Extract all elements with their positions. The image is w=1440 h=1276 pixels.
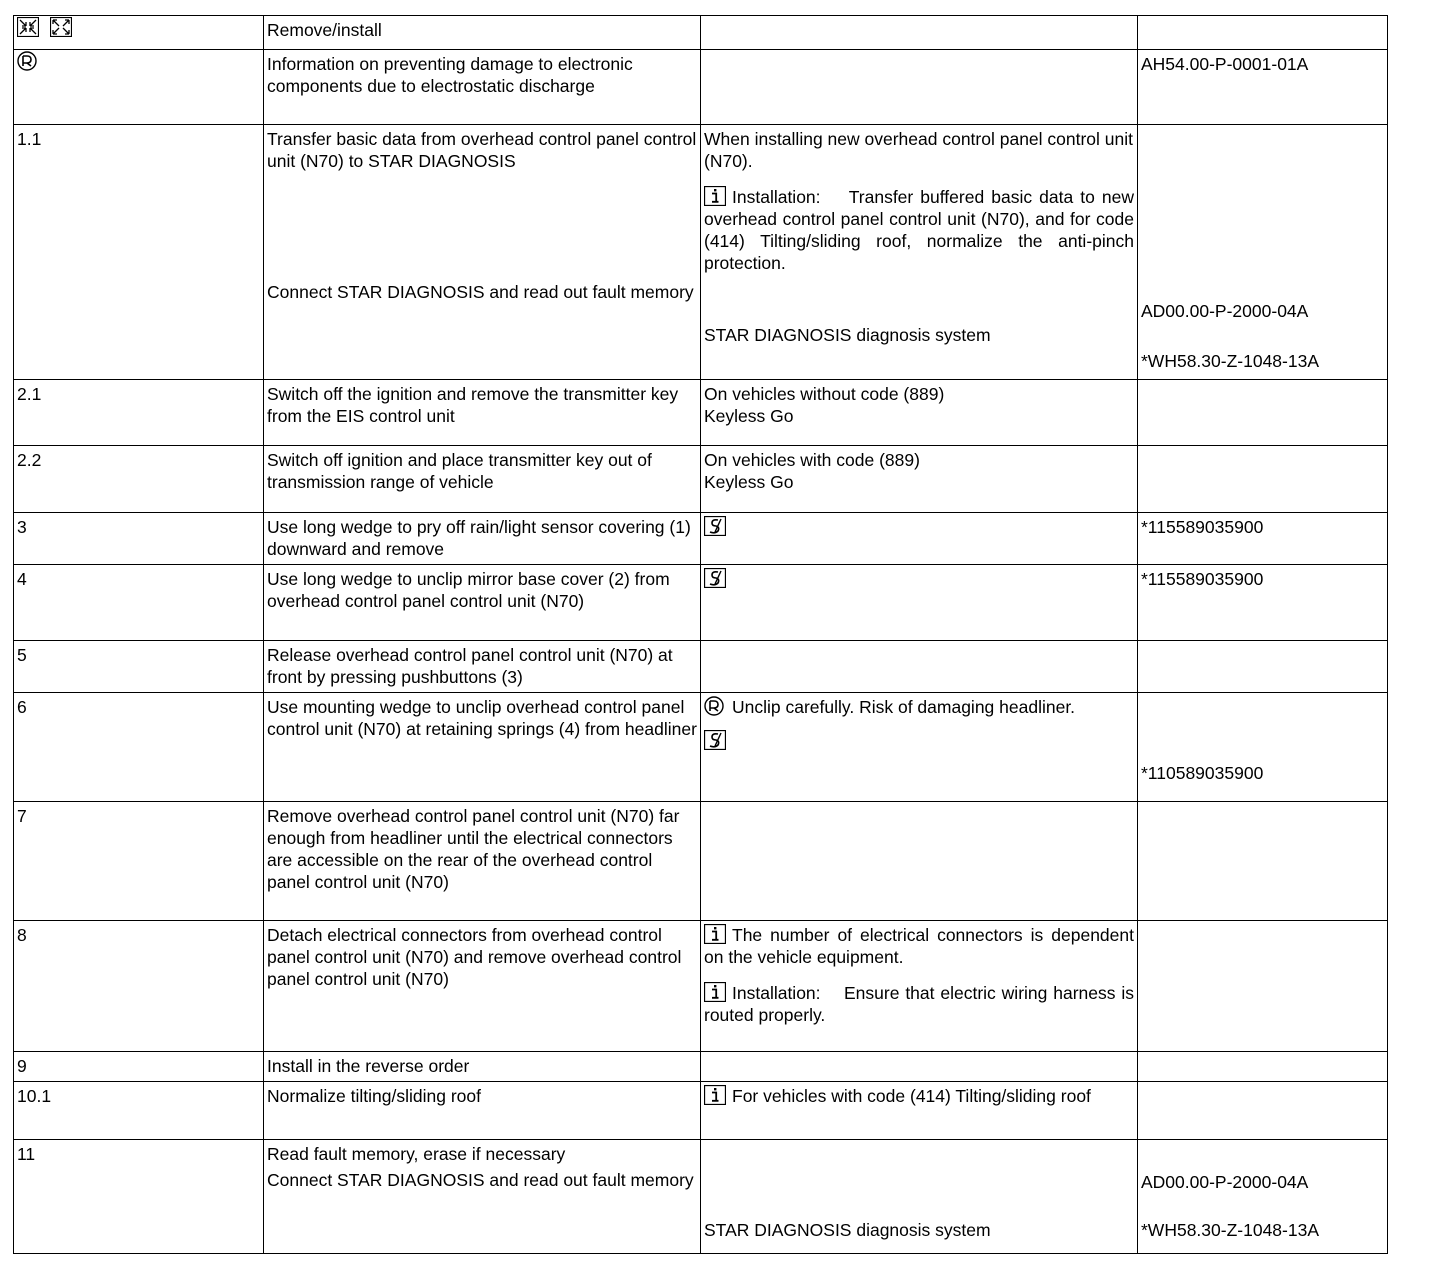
note-cell (701, 693, 1138, 802)
ref-number-2: *WH58.30-Z-1048-13A (1141, 351, 1319, 371)
note-cell (701, 446, 1138, 513)
action-text-2: Connect STAR DIAGNOSIS and read out fault memory (267, 1170, 694, 1190)
table-row (14, 1140, 1388, 1254)
caution-icon (17, 51, 37, 71)
note-cell (701, 921, 1138, 1052)
note-text: When installing new overhead control panel control unit (N70). (704, 129, 1134, 171)
ref-number: AD00.00-P-2000-04A (1141, 301, 1309, 321)
special-tool-icon (704, 516, 726, 536)
action-text: Remove overhead control panel control unit (N70) far enough from headliner until the electrical connectors are accessible on the rear of the overhead control panel control unit (N70) (264, 802, 701, 921)
ref-number-2: *WH58.30-Z-1048-13A (1141, 1220, 1319, 1240)
ref-number: *115589035900 (1138, 565, 1388, 641)
note-cell (701, 1140, 1138, 1254)
step-number: 2.1 (14, 380, 264, 446)
note-cell (701, 1082, 1138, 1140)
note-cell (701, 641, 1138, 693)
note-cell (701, 802, 1138, 921)
table-row (14, 641, 1388, 693)
header-icons-cell (14, 16, 264, 50)
action-text: Switch off the ignition and remove the transmitter key from the EIS control unit (264, 380, 701, 446)
table-row (14, 1082, 1388, 1140)
step-number: 7 (14, 802, 264, 921)
procedure-table (13, 15, 1388, 1254)
action-text: Release overhead control panel control unit (N70) at front by pressing pushbuttons (3) (264, 641, 701, 693)
ref-cell (1138, 1052, 1388, 1082)
install-icon (50, 17, 72, 37)
table-row (14, 446, 1388, 513)
step-number: 5 (14, 641, 264, 693)
action-text: Use long wedge to unclip mirror base cover (2) from overhead control panel control unit (N70) (264, 565, 701, 641)
remove-icon (17, 17, 39, 37)
action-cell (264, 125, 701, 380)
action-text: Transfer basic data from overhead control panel control unit (N70) to STAR DIAGNOSIS (267, 129, 697, 171)
note-cell (701, 513, 1138, 565)
action-text: Use mounting wedge to unclip overhead control panel control unit (N70) at retaining springs (4) from headliner (264, 693, 701, 802)
note-text: STAR DIAGNOSIS diagnosis system (704, 1220, 991, 1240)
step-number: 9 (14, 1052, 264, 1082)
action-text-2: Connect STAR DIAGNOSIS and read out fault memory (267, 282, 694, 302)
ref-cell (1138, 125, 1388, 380)
info-note-cell (701, 50, 1138, 125)
table-row (14, 1052, 1388, 1082)
info-icon (704, 1085, 726, 1105)
note-detail: For vehicles with code (414) Tilting/sliding roof (732, 1086, 1091, 1106)
action-text: Use long wedge to pry off rain/light sensor covering (1) downward and remove (264, 513, 701, 565)
table-row (14, 802, 1388, 921)
step-number: 1.1 (14, 125, 264, 380)
table-row (14, 693, 1388, 802)
ref-cell (1138, 693, 1388, 802)
note-cell (701, 1052, 1138, 1082)
ref-cell (1138, 1140, 1388, 1254)
ref-number: AD00.00-P-2000-04A (1141, 1172, 1309, 1192)
note-text-3: STAR DIAGNOSIS diagnosis system (704, 325, 991, 345)
table-row-info (14, 50, 1388, 125)
info-note (704, 1085, 1134, 1107)
table-row (14, 380, 1388, 446)
table-row (14, 125, 1388, 380)
step-number: 8 (14, 921, 264, 1052)
step-number: 6 (14, 693, 264, 802)
action-text: Switch off ignition and place transmitter key out of transmission range of vehicle (264, 446, 701, 513)
info-icon-cell (14, 50, 264, 125)
action-text: Install in the reverse order (264, 1052, 701, 1082)
info-icon (704, 186, 726, 206)
header-note-cell (701, 16, 1138, 50)
table-row-header (14, 16, 1388, 50)
ref-number: *115589035900 (1138, 513, 1388, 565)
note-text: On vehicles without code (889) (704, 384, 945, 404)
note-text-2: Keyless Go (704, 472, 794, 492)
header-ref-cell (1138, 16, 1388, 50)
action-cell (264, 1140, 701, 1254)
caution-note (704, 696, 1134, 718)
table-row (14, 513, 1388, 565)
ref-cell (1138, 1082, 1388, 1140)
info-ref: AH54.00-P-0001-01A (1138, 50, 1388, 125)
caution-icon (704, 696, 724, 716)
note-detail: The number of electrical connectors is dependent on the vehicle equipment. (704, 925, 1134, 967)
step-number: 2.2 (14, 446, 264, 513)
ref-cell (1138, 802, 1388, 921)
step-number: 10.1 (14, 1082, 264, 1140)
info-note (704, 924, 1134, 968)
action-text: Detach electrical connectors from overhead control panel control unit (N70) and remove overhead control panel control unit (N70) (264, 921, 701, 1052)
note-label: Installation: (732, 187, 821, 207)
note-text: On vehicles with code (889) (704, 450, 920, 470)
note-cell (701, 565, 1138, 641)
note-label: Installation: (732, 983, 821, 1003)
note-cell (701, 380, 1138, 446)
header-title: Remove/install (264, 16, 701, 50)
note-detail-2: Ensure that electric wiring harness is routed properly. (704, 983, 1134, 1025)
ref-cell (1138, 380, 1388, 446)
ref-number: *110589035900 (1141, 763, 1264, 783)
step-number: 3 (14, 513, 264, 565)
table-row (14, 921, 1388, 1052)
info-icon (704, 924, 726, 944)
ref-cell (1138, 641, 1388, 693)
note-text-2: Keyless Go (704, 406, 794, 426)
note-detail: Transfer buffered basic data to new overhead control panel control unit (N70), and for code (414) Tilting/sliding roof, normalize the anti-pinch protection. (704, 187, 1134, 273)
step-number: 11 (14, 1140, 264, 1254)
info-icon (704, 982, 726, 1002)
step-number: 4 (14, 565, 264, 641)
ref-cell (1138, 446, 1388, 513)
note-cell (701, 125, 1138, 380)
info-note-2 (704, 982, 1134, 1026)
action-text: Read fault memory, erase if necessary (267, 1144, 566, 1164)
action-text: Normalize tilting/sliding roof (264, 1082, 701, 1140)
ref-cell (1138, 921, 1388, 1052)
special-tool-icon (704, 730, 726, 750)
info-note (704, 186, 1134, 274)
info-text: Information on preventing damage to electronic components due to electrostatic discharge (264, 50, 701, 125)
special-tool-icon (704, 568, 726, 588)
table-row (14, 565, 1388, 641)
note-detail: Unclip carefully. Risk of damaging headliner. (732, 697, 1076, 717)
